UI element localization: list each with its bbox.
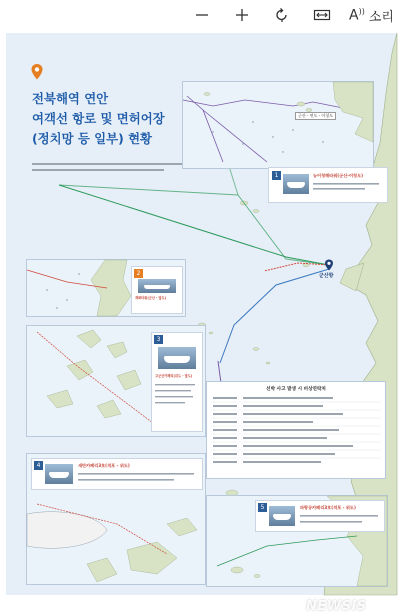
panel-left-second (26, 325, 206, 437)
badge-3: 3 (154, 335, 163, 344)
badge-1: 1 (272, 171, 281, 180)
ship-photo-2 (138, 279, 176, 293)
panel-bottom-left (26, 453, 206, 585)
panel-map-gunsan-eocheong (183, 82, 373, 168)
ship-photo-1 (283, 174, 309, 194)
ship-title-4: 새만카페리3호(격포 - 위도) (78, 463, 130, 468)
badge-2: 2 (134, 269, 143, 278)
plus-icon[interactable] (227, 3, 257, 27)
ship-desc-1 (313, 182, 383, 196)
read-aloud-button[interactable] (349, 6, 394, 25)
route-poster (6, 33, 397, 614)
read-aloud-icon: A)) (349, 6, 365, 24)
emergency-table-rows (211, 395, 381, 475)
panel-route-label: 군산 - 연도 - 어청도 (295, 112, 336, 120)
intro-text (32, 162, 202, 176)
ship-title-2: 계화타워(군산 - 말도) (135, 296, 167, 300)
ship-title-1: 뉴어청해타워(군산-어청도) (313, 173, 364, 178)
ship-card-1 (268, 167, 388, 203)
poster-title (32, 89, 182, 149)
title-line-3: (정치망 등 일부) 현황 (32, 131, 153, 146)
ship-photo-5 (269, 506, 295, 526)
viewer-toolbar (0, 0, 400, 30)
read-aloud-label: 소리 (368, 9, 394, 25)
port-pin-icon (324, 259, 334, 271)
fit-width-icon[interactable] (307, 3, 337, 27)
ship-card-4 (31, 458, 203, 490)
ship-card-3 (151, 332, 203, 432)
panel-top-right (182, 81, 374, 169)
ship-card-5 (255, 500, 385, 532)
title-line-2: 여객선 항로 및 면허어장 (32, 111, 165, 126)
panel-left-mid (26, 259, 186, 317)
ship-photo-4 (45, 464, 73, 484)
ship-card-2 (131, 266, 183, 314)
ship-title-5: 파랑공카페리3호(격포 - 위도) (300, 505, 356, 510)
panel-bottom-right (206, 495, 388, 587)
ship-desc-4 (78, 472, 198, 486)
title-line-1: 전북해역 연안 (32, 91, 109, 106)
emergency-table-title: 선박 사고 발생 시 비상연락처 (266, 387, 326, 392)
minus-icon[interactable] (187, 3, 217, 27)
location-pin-icon (30, 63, 44, 81)
ship-photo-3 (158, 347, 196, 369)
badge-5: 5 (258, 503, 267, 512)
ship-desc-5 (300, 514, 380, 528)
emergency-contact-table (206, 381, 386, 479)
badge-4: 4 (34, 461, 43, 470)
ship-title-3: 고군산카페리(위도 - 말도) (155, 374, 193, 378)
ship-desc-3 (155, 383, 199, 423)
port-label: 군산항 (319, 273, 334, 279)
newsis-watermark: NEWSIS (306, 599, 367, 614)
rotate-icon[interactable] (267, 3, 297, 27)
